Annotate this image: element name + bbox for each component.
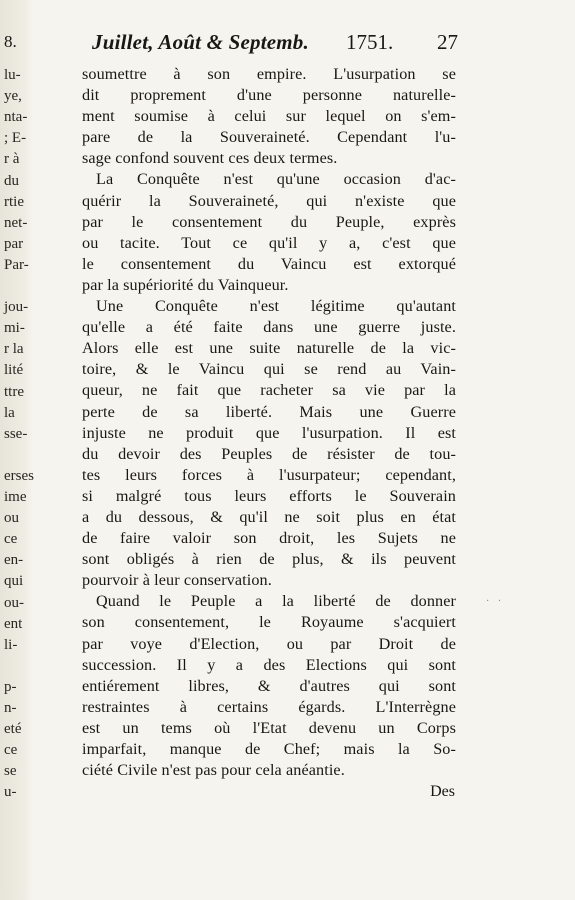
gutter-fragment: se [4,763,17,780]
gutter-fragment: ce [4,742,18,759]
text-line: tes leurs forces à l'usurpateur; cependant, [82,465,456,484]
text-line: Alors elle est une suite naturelle de la vic- [82,339,456,358]
paper-specks: · · [486,596,505,607]
text-line: est un tems où l'Etat devenu un Corps [82,718,456,737]
text-line: La Conquête n'est qu'une occasion d'ac- [96,170,456,189]
gutter-fragment: ent [4,615,23,632]
body-text [82,64,456,781]
text-line: qu'elle a été faite dans une guerre juste. [82,318,456,337]
text-line: imparfait, manque de Chef; mais la So- [82,740,456,758]
gutter-fragment: u- [4,784,17,801]
gutter-fragment: r la [4,341,24,358]
gutter-fragment: qui [4,573,24,590]
gutter-fragment: r à [4,151,20,168]
text-line: du devoir des Peuples de résister de tou- [82,444,456,463]
catchword: Des [430,783,455,800]
text-line: Quand le Peuple a la liberté de donner [96,592,456,611]
text-line: pare de la Souveraineté. Cependant l'u- [82,128,456,147]
gutter-fragment: lu- [4,67,21,83]
text-line: pourvoir à leur conservation. [82,571,272,590]
text-line: restraintes à certains égards. L'Interrègne [82,697,456,716]
gutter-fragment: li- [4,636,18,653]
text-line: le consentement du Vaincu est extorqué [82,254,456,273]
gutter-fragment: ye, [4,88,22,105]
text-line: dit proprement d'une personne naturelle- [82,86,456,105]
page-number: 27 [437,30,458,54]
text-line: si malgré tous leurs efforts le Souverain [82,486,456,505]
text-line: par voye d'Election, ou par Droit de [82,634,456,653]
text-line: ment soumise à celui sur lequel on s'em- [82,107,456,126]
text-line: perte de sa liberté. Mais une Guerre [82,402,456,421]
gutter-fragment: du [4,172,19,189]
gutter-fragment: lité [4,362,24,379]
gutter-fragment: ; E- [4,130,27,147]
page-header [4,30,458,56]
gutter-fragment: ime [4,489,27,505]
text-line: son consentement, le Royaume s'acquiert [82,613,456,632]
gutter-fragment: n- [4,700,17,716]
text-line: entiérement libres, & d'autres qui sont [82,676,456,695]
text-line: soumettre à son empire. L'usurpation se [82,65,456,83]
gutter-fragment: ou- [4,594,24,611]
text-line: sont obligés à rien de plus, & ils peuvent [82,550,456,569]
gutter-fragment: net- [4,214,28,231]
gutter-fragment: par [4,235,24,252]
gutter-fragment: p- [4,678,17,695]
text-line: de faire valoir son droit, les Sujets ne [82,529,456,548]
text-line: toire, & le Vaincu qui se rend au Vain- [82,360,456,379]
gutter-page-mark: 8. [4,32,17,51]
text-line: queur, ne fait que racheter sa vie par la [82,381,456,400]
text-line: injuste ne produit que l'usurpation. Il est [82,423,456,442]
header-year: 1751. [346,30,394,54]
text-line: quérir la Souveraineté, qui n'existe que [82,191,456,210]
gutter-fragment: ce [4,531,18,548]
facing-page-gutter [0,0,34,900]
gutter-fragment: ttre [4,383,24,400]
text-line: succession. Il y a des Elections qui sont [82,655,456,674]
text-line: par la supériorité du Vainqueur. [82,275,289,294]
gutter-fragment: nta- [4,109,28,126]
gutter-fragment: ou [4,510,19,527]
running-title: Juillet, Août & Septemb. [92,30,309,54]
text-line: sage confond souvent ces deux termes. [82,149,338,168]
text-line: Une Conquête n'est légitime qu'autant [96,297,456,316]
text-line: ciété Civile n'est pas pour cela anéantie. [82,761,345,780]
gutter-fragment: rtie [4,193,24,210]
gutter-fragment: la [4,404,15,421]
gutter-fragment: sse- [4,425,28,442]
text-line: par le consentement du Peuple, exprès [82,212,456,231]
gutter-fragment: erses [4,467,34,484]
gutter-fragment: mi- [4,320,25,337]
text-line: a du dessous, & qu'il ne soit plus en état [82,507,456,526]
text-line: ou tacite. Tout ce qu'il y a, c'est que [82,233,456,252]
gutter-fragment: Par- [4,256,29,273]
gutter-fragment: eté [4,721,22,738]
gutter-fragment: en- [4,552,24,569]
gutter-fragment: jou- [4,299,29,316]
